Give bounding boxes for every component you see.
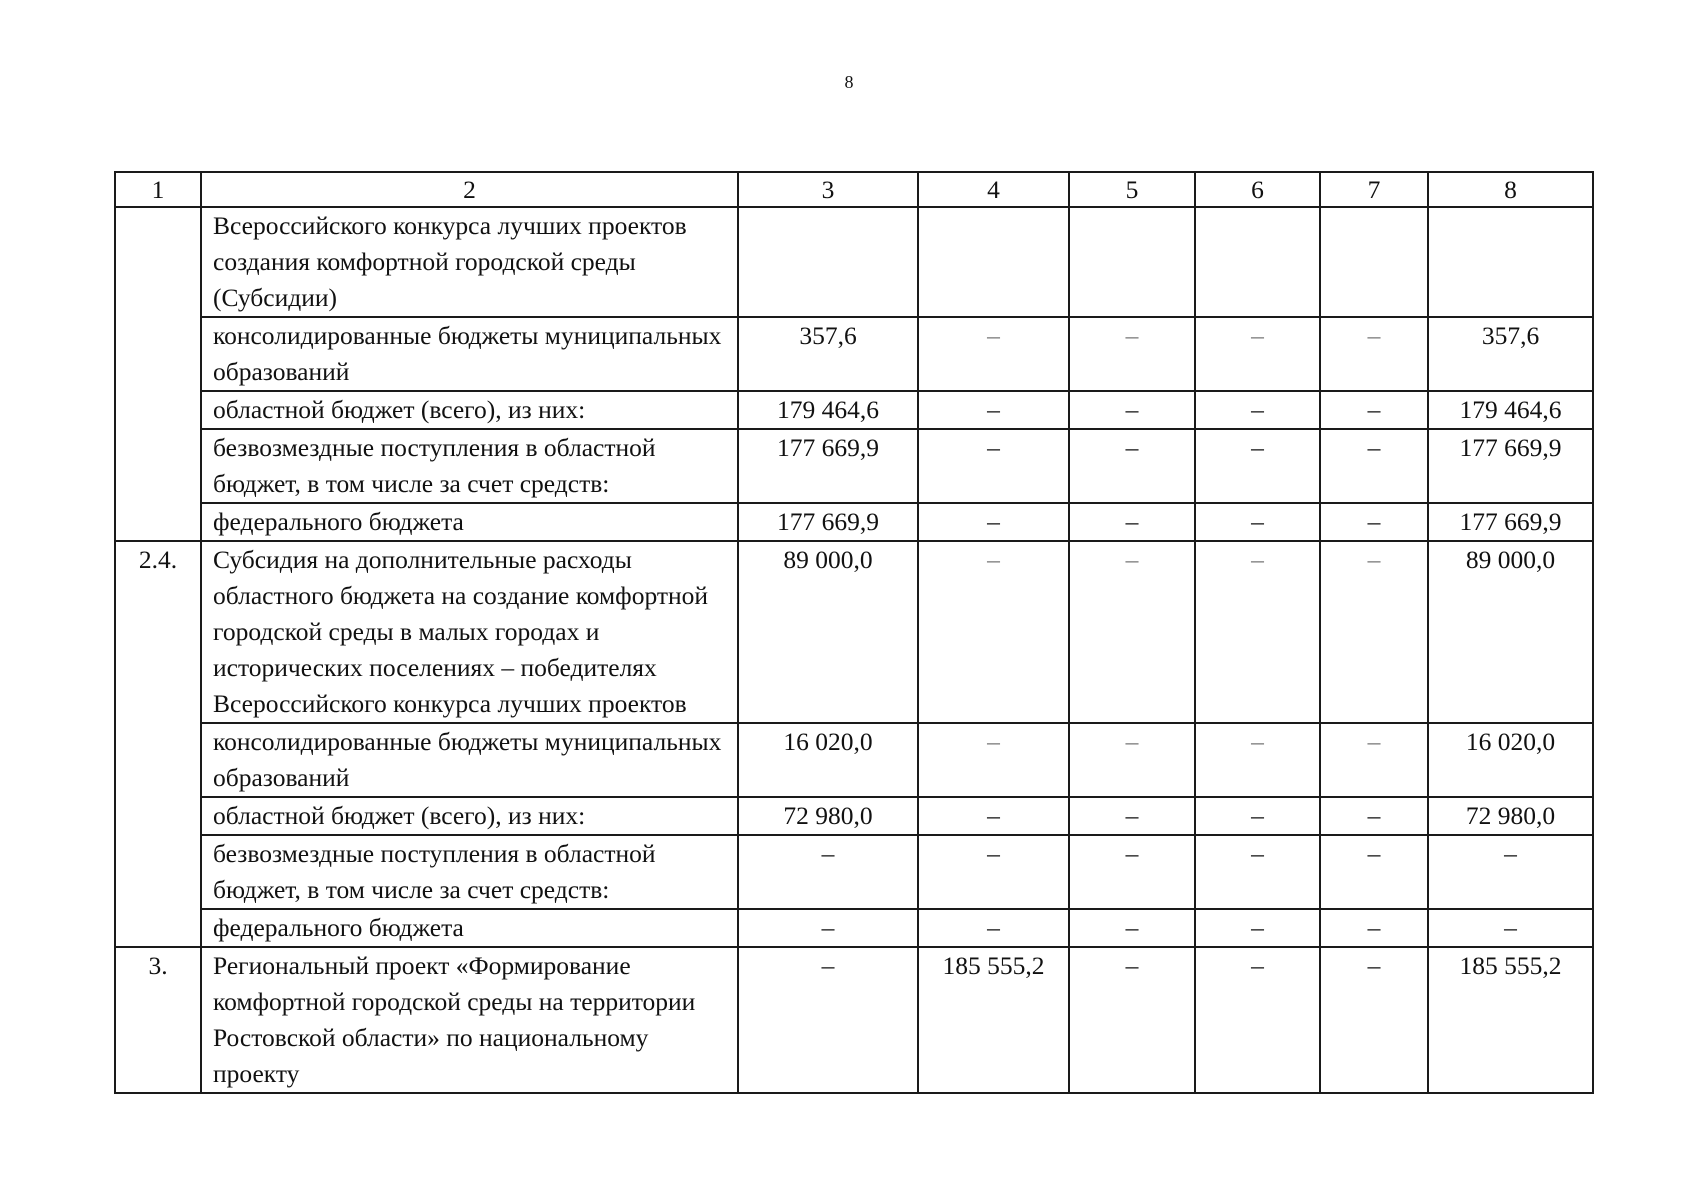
value-cell: – [1069, 835, 1195, 909]
row-name: Региональный проект «Формирование комфортной городской среды на территории Ростовской области» по национальному проекту [201, 947, 738, 1093]
table-row [115, 503, 1593, 541]
value-cell: – [1320, 797, 1428, 835]
budget-table [114, 171, 1594, 1094]
row-number [115, 429, 201, 503]
row-number [115, 317, 201, 391]
row-number [115, 391, 201, 429]
table-row [115, 947, 1593, 1093]
value-cell: – [918, 909, 1069, 947]
value-cell: 179 464,6 [738, 391, 918, 429]
value-cell: – [1195, 947, 1320, 1093]
value-cell [918, 207, 1069, 317]
value-cell: – [1069, 391, 1195, 429]
value-cell: 89 000,0 [1428, 541, 1593, 723]
table-row [115, 317, 1593, 391]
column-header: 4 [918, 172, 1069, 207]
row-number [115, 797, 201, 835]
value-cell: – [1195, 909, 1320, 947]
value-cell [1069, 207, 1195, 317]
row-name: Всероссийского конкурса лучших проектов создания комфортной городской среды (Субсидии) [201, 207, 738, 317]
value-cell: 89 000,0 [738, 541, 918, 723]
value-cell: – [918, 723, 1069, 797]
row-name: консолидированные бюджеты муниципальных образований [201, 317, 738, 391]
value-cell: – [1428, 909, 1593, 947]
value-cell: 177 669,9 [738, 429, 918, 503]
value-cell: – [738, 947, 918, 1093]
row-name: консолидированные бюджеты муниципальных образований [201, 723, 738, 797]
table-row [115, 909, 1593, 947]
column-header: 8 [1428, 172, 1593, 207]
value-cell [1195, 207, 1320, 317]
value-cell: – [918, 391, 1069, 429]
table-row [115, 541, 1593, 723]
value-cell: – [1320, 909, 1428, 947]
value-cell: – [918, 797, 1069, 835]
row-name: федерального бюджета [201, 503, 738, 541]
value-cell: – [738, 909, 918, 947]
value-cell: – [1428, 835, 1593, 909]
value-cell: – [1195, 391, 1320, 429]
value-cell: – [1195, 797, 1320, 835]
value-cell: – [918, 541, 1069, 723]
value-cell: – [918, 503, 1069, 541]
value-cell: – [1195, 723, 1320, 797]
table-row [115, 723, 1593, 797]
column-header: 3 [738, 172, 918, 207]
table-row [115, 207, 1593, 317]
value-cell: 16 020,0 [738, 723, 918, 797]
value-cell: – [1320, 391, 1428, 429]
table-row [115, 391, 1593, 429]
value-cell: 177 669,9 [738, 503, 918, 541]
value-cell: – [1069, 503, 1195, 541]
value-cell: – [1320, 947, 1428, 1093]
value-cell: 72 980,0 [1428, 797, 1593, 835]
value-cell: 16 020,0 [1428, 723, 1593, 797]
row-number [115, 503, 201, 541]
row-name: безвозмездные поступления в областной бюджет, в том числе за счет средств: [201, 429, 738, 503]
table-row [115, 797, 1593, 835]
value-cell: – [1069, 797, 1195, 835]
value-cell: – [1320, 723, 1428, 797]
value-cell: 357,6 [738, 317, 918, 391]
value-cell: – [1320, 317, 1428, 391]
row-name: безвозмездные поступления в областной бюджет, в том числе за счет средств: [201, 835, 738, 909]
row-number [115, 909, 201, 947]
value-cell: – [1069, 541, 1195, 723]
value-cell: 72 980,0 [738, 797, 918, 835]
value-cell: – [1195, 835, 1320, 909]
value-cell: – [1320, 835, 1428, 909]
table-row [115, 429, 1593, 503]
value-cell: – [918, 317, 1069, 391]
table-header-row [115, 172, 1593, 207]
row-number [115, 723, 201, 797]
row-name: Субсидия на дополнительные расходы областного бюджета на создание комфортной городской среды в малых городах и исторических поселениях – победителях Всероссийского конкурса лучших проектов [201, 541, 738, 723]
value-cell: – [1069, 723, 1195, 797]
value-cell: – [1195, 429, 1320, 503]
value-cell: – [1195, 541, 1320, 723]
value-cell: – [918, 429, 1069, 503]
value-cell: – [1069, 317, 1195, 391]
value-cell: – [918, 835, 1069, 909]
value-cell: – [1320, 429, 1428, 503]
value-cell: 357,6 [1428, 317, 1593, 391]
value-cell [1428, 207, 1593, 317]
row-number [115, 835, 201, 909]
value-cell: – [1069, 909, 1195, 947]
value-cell: 179 464,6 [1428, 391, 1593, 429]
value-cell: – [1069, 429, 1195, 503]
value-cell: – [1320, 503, 1428, 541]
page-number: 8 [844, 72, 854, 92]
row-name: областной бюджет (всего), из них: [201, 391, 738, 429]
column-header: 6 [1195, 172, 1320, 207]
table-row [115, 835, 1593, 909]
row-name: федерального бюджета [201, 909, 738, 947]
column-header: 7 [1320, 172, 1428, 207]
row-number: 3. [115, 947, 201, 1093]
value-cell: – [738, 835, 918, 909]
value-cell: 185 555,2 [918, 947, 1069, 1093]
row-number: 2.4. [115, 541, 201, 723]
value-cell: 177 669,9 [1428, 503, 1593, 541]
value-cell: – [1320, 541, 1428, 723]
column-header: 5 [1069, 172, 1195, 207]
row-name: областной бюджет (всего), из них: [201, 797, 738, 835]
value-cell: – [1195, 503, 1320, 541]
value-cell [738, 207, 918, 317]
value-cell [1320, 207, 1428, 317]
value-cell: 177 669,9 [1428, 429, 1593, 503]
value-cell: 185 555,2 [1428, 947, 1593, 1093]
value-cell: – [1195, 317, 1320, 391]
value-cell: – [1069, 947, 1195, 1093]
column-header: 1 [115, 172, 201, 207]
column-header: 2 [201, 172, 738, 207]
row-number [115, 207, 201, 317]
